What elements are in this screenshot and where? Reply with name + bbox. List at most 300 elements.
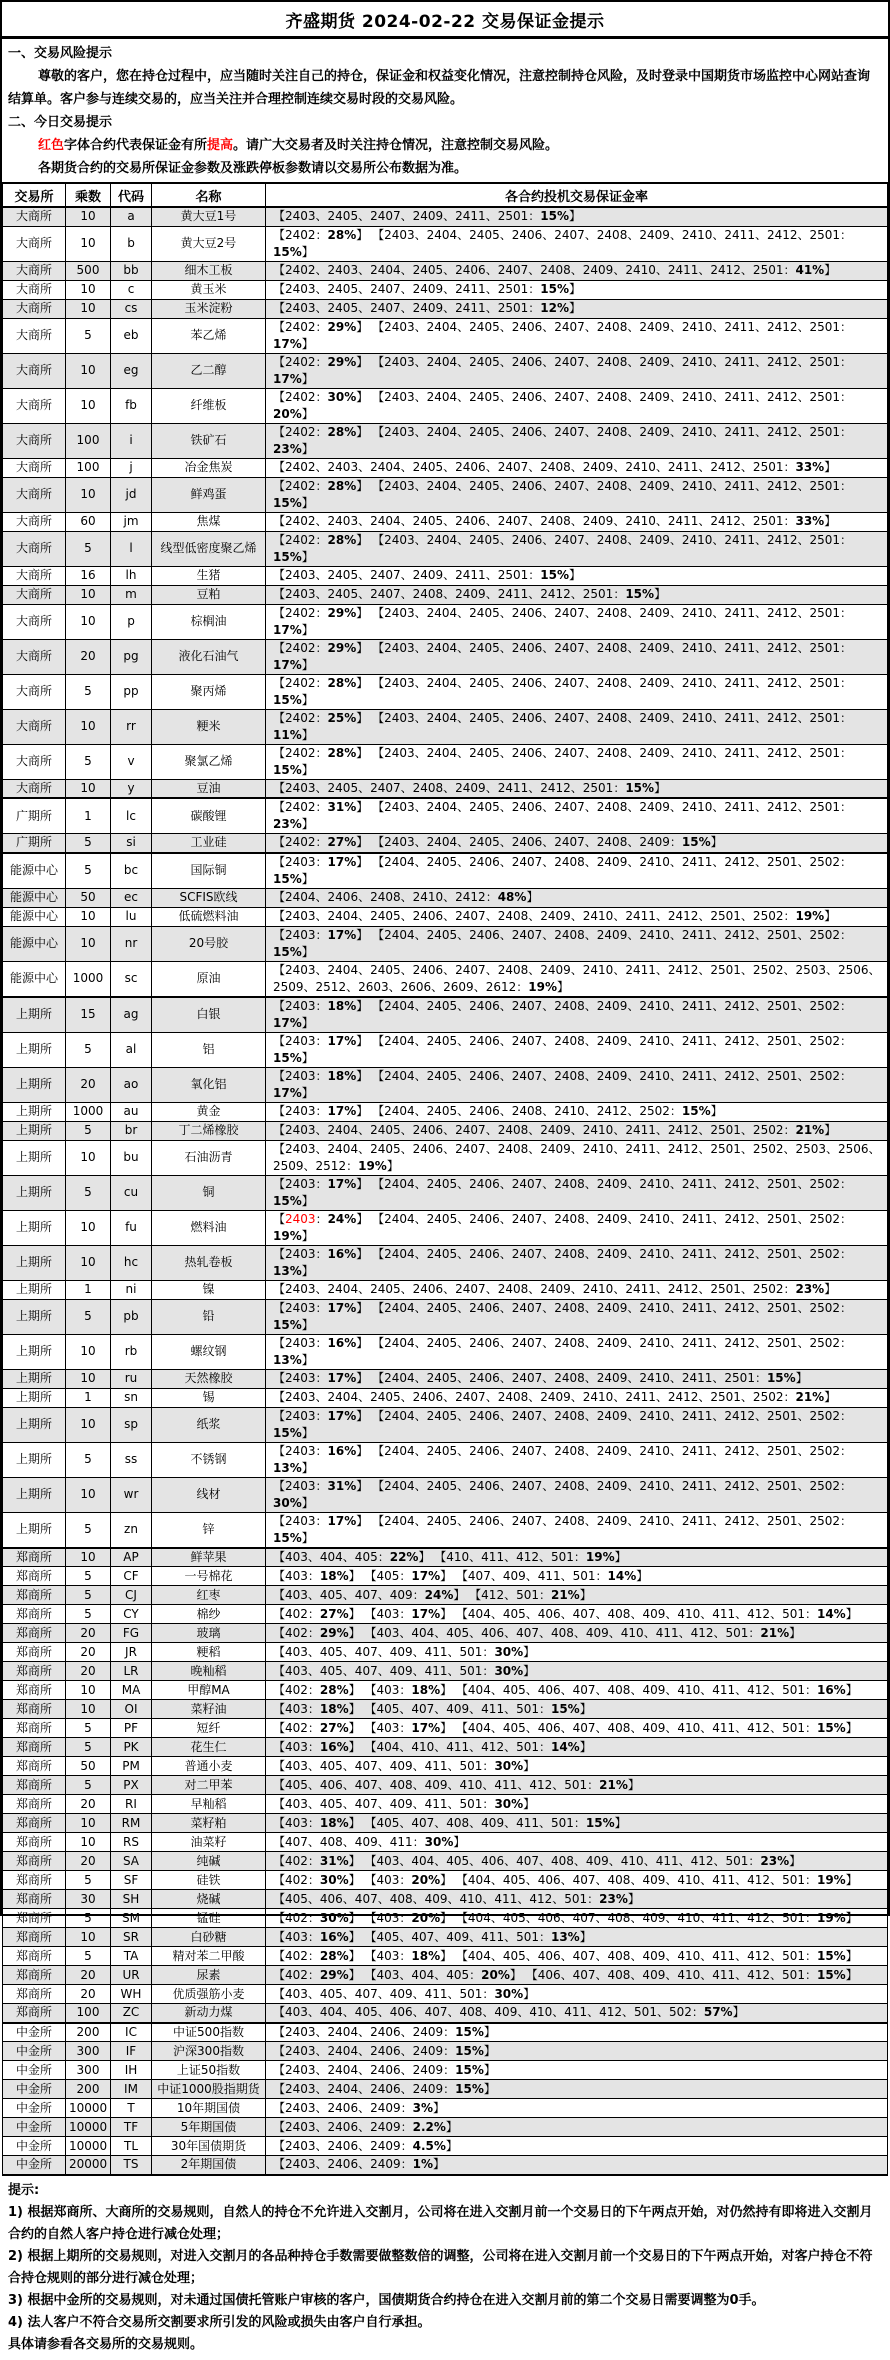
cell-margin-rates: 【2402：29%】 【2403、2404、2405、2406、2407、2408、2409、2410、2411、2412、2501：17%】 (266, 318, 888, 353)
cell-code: AP (111, 1548, 152, 1567)
cell-name: 鲜苹果 (152, 1548, 266, 1567)
table-header-row (3, 183, 888, 207)
cell-name: 工业硅 (152, 834, 266, 853)
cell-code: pb (111, 1299, 152, 1334)
cell-margin-rates: 【2403、2404、2405、2406、2407、2408、2409、2410、2411、2412、2501、2502、2503、2506、2509、2512：19%】 (266, 1140, 888, 1175)
table-row (3, 1681, 888, 1700)
cell-name: 油菜籽 (152, 1833, 266, 1852)
cell-exchange: 郑商所 (3, 1662, 66, 1681)
cell-multiplier: 30 (66, 1890, 111, 1909)
cell-multiplier: 1 (66, 798, 111, 834)
table-row (3, 1067, 888, 1102)
cell-multiplier: 1 (66, 1388, 111, 1407)
cell-code: IF (111, 2042, 152, 2061)
table-row (3, 512, 888, 531)
table-row (3, 1928, 888, 1947)
cell-name: 线型低密度聚乙烯 (152, 531, 266, 566)
cell-margin-rates: 【2403：17%】 【2404、2405、2406、2408、2410、2412、2502：15%】 (266, 1102, 888, 1121)
margin-table-body (3, 207, 888, 2175)
cell-exchange: 郑商所 (3, 1700, 66, 1719)
cell-name: 纤维板 (152, 388, 266, 423)
cell-margin-rates: 【2403：18%】 【2404、2405、2406、2407、2408、2409、2410、2411、2412、2501、2502：17%】 (266, 1067, 888, 1102)
notes-section (2, 2176, 888, 2360)
cell-multiplier: 10 (66, 1700, 111, 1719)
cell-code: UR (111, 1966, 152, 1985)
today-highlight-line (8, 134, 882, 157)
cell-margin-rates: 【2402：30%】 【2403、2404、2405、2406、2407、2408、2409、2410、2411、2412、2501：20%】 (266, 388, 888, 423)
cell-multiplier: 10 (66, 353, 111, 388)
cell-exchange: 上期所 (3, 1245, 66, 1280)
cell-multiplier: 10 (66, 1681, 111, 1700)
cell-name: 乙二醇 (152, 353, 266, 388)
table-row (3, 1700, 888, 1719)
cell-multiplier: 10 (66, 388, 111, 423)
note-item: 4) 法人客户不符合交易所交割要求所引发的风险或损失由客户自行承担。 (8, 2314, 431, 2330)
table-row (3, 744, 888, 779)
note-item: 1) 根据郑商所、大商所的交易规则，自然人的持仓不允许进入交割月，公司将在进入交割月前一个交易日的下午两点开始，对仍然持有即将进入交割月合约的自然人客户持仓进行减仓处理； (8, 2204, 873, 2242)
table-row (3, 458, 888, 477)
cell-multiplier: 10 (66, 1210, 111, 1245)
cell-code: JR (111, 1643, 152, 1662)
cell-margin-rates: 【2402：28%】 【2403、2404、2405、2406、2407、2408、2409、2410、2411、2412、2501：15%】 (266, 531, 888, 566)
cell-exchange: 大商所 (3, 639, 66, 674)
cell-exchange: 上期所 (3, 1140, 66, 1175)
cell-code: au (111, 1102, 152, 1121)
cell-margin-rates: 【2402：29%】 【2403、2404、2405、2406、2407、2408、2409、2410、2411、2412、2501：17%】 (266, 353, 888, 388)
cell-name: 菜籽粕 (152, 1814, 266, 1833)
cell-exchange: 郑商所 (3, 1738, 66, 1757)
cell-name: 玉米淀粉 (152, 299, 266, 318)
cell-multiplier: 10 (66, 1814, 111, 1833)
cell-exchange: 大商所 (3, 280, 66, 299)
cell-margin-rates: 【403：16%】 【405、407、409、411、501：13%】 (266, 1928, 888, 1947)
cell-exchange: 中金所 (3, 2023, 66, 2042)
cell-multiplier: 10 (66, 226, 111, 261)
cell-name: 焦煤 (152, 512, 266, 531)
cell-margin-rates: 【2403、2405、2407、2408、2409、2411、2412、2501：15%】 (266, 779, 888, 798)
table-row (3, 353, 888, 388)
cell-name: 镍 (152, 1280, 266, 1299)
cell-name: 纯碱 (152, 1852, 266, 1871)
cell-multiplier: 10000 (66, 2099, 111, 2118)
cell-name: 花生仁 (152, 1738, 266, 1757)
cell-multiplier: 5 (66, 1909, 111, 1928)
cell-exchange: 上期所 (3, 1102, 66, 1121)
table-row (3, 2156, 888, 2175)
table-row (3, 226, 888, 261)
cell-margin-rates: 【2403、2404、2405、2406、2407、2408、2409、2410、2411、2412、2501、2502：21%】 (266, 1388, 888, 1407)
column-header-multiplier: 乘数 (66, 183, 111, 207)
table-row (3, 1548, 888, 1567)
cell-name: 黄大豆1号 (152, 207, 266, 226)
table-row (3, 1833, 888, 1852)
table-row (3, 1334, 888, 1369)
cell-code: SR (111, 1928, 152, 1947)
cell-exchange: 广期所 (3, 834, 66, 853)
cell-margin-rates: 【2403：17%】 【2404、2405、2406、2407、2408、2409、2410、2411、2412、2501、2502：15%】 (266, 1175, 888, 1210)
cell-exchange: 能源中心 (3, 961, 66, 997)
cell-name: 普通小麦 (152, 1757, 266, 1776)
table-row (3, 207, 888, 226)
cell-code: LR (111, 1662, 152, 1681)
cell-exchange: 中金所 (3, 2156, 66, 2175)
table-row (3, 1567, 888, 1586)
cell-code: ag (111, 997, 152, 1033)
cell-exchange: 能源中心 (3, 926, 66, 961)
cell-code: TA (111, 1947, 152, 1966)
table-row (3, 1121, 888, 1140)
table-row (3, 2004, 888, 2023)
cell-exchange: 郑商所 (3, 1567, 66, 1586)
cell-name: 铜 (152, 1175, 266, 1210)
table-row (3, 1175, 888, 1210)
cell-multiplier: 5 (66, 853, 111, 889)
cell-name: 线材 (152, 1477, 266, 1512)
table-row (3, 1388, 888, 1407)
cell-name: 不锈钢 (152, 1442, 266, 1477)
cell-multiplier: 10 (66, 280, 111, 299)
table-row (3, 280, 888, 299)
cell-multiplier: 50 (66, 888, 111, 907)
table-row (3, 1890, 888, 1909)
cell-exchange: 郑商所 (3, 1947, 66, 1966)
cell-margin-rates: 【405、406、407、408、409、410、411、412、501：23%】 (266, 1890, 888, 1909)
margin-table (2, 182, 888, 2176)
cell-code: IC (111, 2023, 152, 2042)
cell-margin-rates: 【2403、2406、2409：4.5%】 (266, 2137, 888, 2156)
cell-margin-rates: 【2403：24%】 【2404、2405、2406、2407、2408、2409、2410、2411、2412、2501、2502：19%】 (266, 1210, 888, 1245)
cell-margin-rates: 【2403：17%】 【2404、2405、2406、2407、2408、2409、2410、2411、2412、2501、2502：15%】 (266, 1407, 888, 1442)
cell-name: 一号棉花 (152, 1567, 266, 1586)
cell-margin-rates: 【403、405、407、409：24%】 【412、501：21%】 (266, 1586, 888, 1605)
cell-exchange: 中金所 (3, 2099, 66, 2118)
cell-exchange: 郑商所 (3, 1833, 66, 1852)
cell-margin-rates: 【403、405、407、409、411、501：30%】 (266, 1795, 888, 1814)
table-row (3, 853, 888, 889)
cell-name: 聚丙烯 (152, 674, 266, 709)
cell-name: 早籼稻 (152, 1795, 266, 1814)
cell-exchange: 郑商所 (3, 1643, 66, 1662)
cell-exchange: 大商所 (3, 566, 66, 585)
cell-multiplier: 20 (66, 1795, 111, 1814)
cell-code: jd (111, 477, 152, 512)
cell-exchange: 郑商所 (3, 1548, 66, 1567)
cell-exchange: 大商所 (3, 388, 66, 423)
cell-code: cu (111, 1175, 152, 1210)
table-row (3, 1299, 888, 1334)
cell-margin-rates: 【2403、2404、2405、2406、2407、2408、2409、2410、2411、2412、2501、2502：19%】 (266, 907, 888, 926)
cell-name: 鲜鸡蛋 (152, 477, 266, 512)
cell-code: IM (111, 2080, 152, 2099)
cell-multiplier: 10 (66, 1369, 111, 1388)
cell-multiplier: 5 (66, 1719, 111, 1738)
table-row (3, 1442, 888, 1477)
cell-exchange: 上期所 (3, 1032, 66, 1067)
cell-margin-rates: 【2403：16%】 【2404、2405、2406、2407、2408、2409、2410、2411、2412、2501、2502：13%】 (266, 1245, 888, 1280)
cell-name: 甲醇MA (152, 1681, 266, 1700)
cell-name: 中证500指数 (152, 2023, 266, 2042)
cell-code: TF (111, 2118, 152, 2137)
table-row (3, 299, 888, 318)
table-row (3, 1032, 888, 1067)
table-row (3, 1852, 888, 1871)
cell-exchange: 中金所 (3, 2042, 66, 2061)
cell-multiplier: 5 (66, 674, 111, 709)
cell-name: 螺纹钢 (152, 1334, 266, 1369)
cell-multiplier: 20 (66, 1985, 111, 2004)
cell-exchange: 中金所 (3, 2137, 66, 2156)
table-row (3, 423, 888, 458)
cell-code: al (111, 1032, 152, 1067)
cell-margin-rates: 【2403、2405、2407、2409、2411、2501：12%】 (266, 299, 888, 318)
cell-multiplier: 5 (66, 1512, 111, 1548)
cell-code: MA (111, 1681, 152, 1700)
cell-margin-rates: 【2403：18%】 【2404、2405、2406、2407、2408、2409、2410、2411、2412、2501、2502：17%】 (266, 997, 888, 1033)
cell-code: SF (111, 1871, 152, 1890)
cell-name: 细木工板 (152, 261, 266, 280)
cell-margin-rates: 【2403、2404、2406、2409：15%】 (266, 2042, 888, 2061)
cell-name: 精对苯二甲酸 (152, 1947, 266, 1966)
cell-multiplier: 5 (66, 1605, 111, 1624)
cell-exchange: 大商所 (3, 674, 66, 709)
cell-multiplier: 5 (66, 318, 111, 353)
cell-name: 10年期国债 (152, 2099, 266, 2118)
cell-exchange: 大商所 (3, 512, 66, 531)
cell-multiplier: 20 (66, 1624, 111, 1643)
cell-margin-rates: 【402：31%】 【403、404、405、406、407、408、409、410、411、412、501：23%】 (266, 1852, 888, 1871)
cell-exchange: 大商所 (3, 423, 66, 458)
cell-code: ss (111, 1442, 152, 1477)
table-row (3, 926, 888, 961)
table-row (3, 907, 888, 926)
cell-margin-rates: 【2402：28%】 【2403、2404、2405、2406、2407、2408、2409、2410、2411、2412、2501：15%】 (266, 226, 888, 261)
highlight-text: 。请广大交易者及时关注持仓情况，注意控制交易风险。 (233, 138, 559, 153)
cell-margin-rates: 【402：29%】 【403、404、405、406、407、408、409、410、411、412、501：21%】 (266, 1624, 888, 1643)
table-row (3, 2061, 888, 2080)
cell-margin-rates: 【2403：16%】 【2404、2405、2406、2407、2408、2409、2410、2411、2412、2501、2502：13%】 (266, 1334, 888, 1369)
cell-exchange: 大商所 (3, 299, 66, 318)
cell-code: PF (111, 1719, 152, 1738)
cell-code: CF (111, 1567, 152, 1586)
cell-name: 菜籽油 (152, 1700, 266, 1719)
risk-section-body: 尊敬的客户，您在持仓过程中，应当随时关注自己的持仓，保证金和权益变化情况，注意控制持仓风险，及时登录中国期货市场监控中心网站查询结算单。客户参与连续交易的，应当关注并合理控制连续交易时段的交易风险。 (8, 69, 871, 107)
cell-exchange: 广期所 (3, 798, 66, 834)
cell-multiplier: 20 (66, 1662, 111, 1681)
cell-multiplier: 10 (66, 207, 111, 226)
table-row (3, 2118, 888, 2137)
cell-multiplier: 10 (66, 709, 111, 744)
cell-name: 中证1000股指期货 (152, 2080, 266, 2099)
cell-code: IH (111, 2061, 152, 2080)
cell-name: 粳稻 (152, 1643, 266, 1662)
cell-margin-rates: 【2402：31%】 【2403、2404、2405、2406、2407、2408、2409、2410、2411、2412、2501：23%】 (266, 798, 888, 834)
cell-code: ao (111, 1067, 152, 1102)
table-row (3, 1643, 888, 1662)
cell-code: PK (111, 1738, 152, 1757)
cell-multiplier: 1000 (66, 961, 111, 997)
cell-code: SA (111, 1852, 152, 1871)
cell-multiplier: 5 (66, 1299, 111, 1334)
cell-exchange: 郑商所 (3, 1605, 66, 1624)
cell-exchange: 郑商所 (3, 1871, 66, 1890)
cell-name: 石油沥青 (152, 1140, 266, 1175)
cell-multiplier: 100 (66, 423, 111, 458)
cell-margin-rates: 【402：29%】 【403、404、405：20%】 【406、407、408、409、410、411、412、501：15%】 (266, 1966, 888, 1985)
cell-name: SCFIS欧线 (152, 888, 266, 907)
cell-margin-rates: 【2402、2403、2404、2405、2406、2407、2408、2409、2410、2411、2412、2501：41%】 (266, 261, 888, 280)
cell-margin-rates: 【2402、2403、2404、2405、2406、2407、2408、2409、2410、2411、2412、2501：33%】 (266, 512, 888, 531)
cell-margin-rates: 【2403、2404、2405、2406、2407、2408、2409、2410、2411、2412、2501、2502：23%】 (266, 1280, 888, 1299)
cell-margin-rates: 【2403：17%】 【2404、2405、2406、2407、2408、2409、2410、2411、2412、2501、2502：15%】 (266, 1299, 888, 1334)
cell-margin-rates: 【405、406、407、408、409、410、411、412、501：21%】 (266, 1776, 888, 1795)
notes-heading: 提示: (8, 2182, 40, 2198)
table-row (3, 1210, 888, 1245)
cell-margin-rates: 【403：18%】 【405、407、408、409、411、501：15%】 (266, 1814, 888, 1833)
cell-margin-rates: 【2403、2406、2409：3%】 (266, 2099, 888, 2118)
cell-code: CJ (111, 1586, 152, 1605)
cell-name: 棕榈油 (152, 604, 266, 639)
table-row (3, 566, 888, 585)
cell-code: ni (111, 1280, 152, 1299)
cell-code: WH (111, 1985, 152, 2004)
cell-name: 30年国债期货 (152, 2137, 266, 2156)
cell-margin-rates: 【2402：28%】 【2403、2404、2405、2406、2407、2408、2409、2410、2411、2412、2501：23%】 (266, 423, 888, 458)
cell-multiplier: 5 (66, 1032, 111, 1067)
cell-code: y (111, 779, 152, 798)
cell-margin-rates: 【402：27%】 【403：17%】 【404、405、406、407、408、409、410、411、412、501：15%】 (266, 1719, 888, 1738)
cell-code: TL (111, 2137, 152, 2156)
table-row (3, 1985, 888, 2004)
cell-name: 硅铁 (152, 1871, 266, 1890)
table-row (3, 2137, 888, 2156)
cell-name: 白银 (152, 997, 266, 1033)
cell-code: RS (111, 1833, 152, 1852)
table-row (3, 1477, 888, 1512)
cell-margin-rates: 【2402：27%】 【2403、2404、2405、2406、2407、2408、2409：15%】 (266, 834, 888, 853)
cell-margin-rates: 【403、405、407、409、411、501：30%】 (266, 1643, 888, 1662)
cell-multiplier: 20 (66, 1852, 111, 1871)
table-row (3, 1776, 888, 1795)
cell-exchange: 郑商所 (3, 1719, 66, 1738)
column-header-margin-rates: 各合约投机交易保证金率 (266, 183, 888, 207)
table-row (3, 1719, 888, 1738)
cell-name: 烧碱 (152, 1890, 266, 1909)
cell-code: T (111, 2099, 152, 2118)
cell-name: 2年期国债 (152, 2156, 266, 2175)
cell-exchange: 大商所 (3, 585, 66, 604)
cell-margin-rates: 【2402、2403、2404、2405、2406、2407、2408、2409、2410、2411、2412、2501：33%】 (266, 458, 888, 477)
table-row (3, 1512, 888, 1548)
cell-exchange: 中金所 (3, 2118, 66, 2137)
cell-exchange: 中金所 (3, 2080, 66, 2099)
cell-margin-rates: 【2403：17%】 【2404、2405、2406、2407、2408、2409、2410、2411、2501：15%】 (266, 1369, 888, 1388)
cell-multiplier: 10 (66, 907, 111, 926)
cell-margin-rates: 【2402：28%】 【2403、2404、2405、2406、2407、2408、2409、2410、2411、2412、2501：15%】 (266, 477, 888, 512)
cell-multiplier: 200 (66, 2080, 111, 2099)
cell-exchange: 大商所 (3, 709, 66, 744)
table-row (3, 2023, 888, 2042)
table-row (3, 477, 888, 512)
cell-margin-rates: 【2403：17%】 【2404、2405、2406、2407、2408、2409、2410、2411、2412、2501、2502：15%】 (266, 1032, 888, 1067)
cell-multiplier: 100 (66, 458, 111, 477)
cell-multiplier: 50 (66, 1757, 111, 1776)
cell-code: fb (111, 388, 152, 423)
cell-name: 生猪 (152, 566, 266, 585)
table-row (3, 798, 888, 834)
cell-code: fu (111, 1210, 152, 1245)
cell-multiplier: 10000 (66, 2118, 111, 2137)
highlight-text: 字体合约代表保证金有所 (64, 138, 208, 153)
cell-name: 低硫燃料油 (152, 907, 266, 926)
cell-margin-rates: 【403：18%】 【405、407、409、411、501：15%】 (266, 1700, 888, 1719)
cell-multiplier: 5 (66, 1175, 111, 1210)
cell-margin-rates: 【2402：29%】 【2403、2404、2405、2406、2407、2408、2409、2410、2411、2412、2501：17%】 (266, 604, 888, 639)
cell-code: PM (111, 1757, 152, 1776)
cell-multiplier: 20000 (66, 2156, 111, 2175)
cell-name: 粳米 (152, 709, 266, 744)
table-row (3, 1909, 888, 1928)
cell-margin-rates: 【403、404、405、406、407、408、409、410、411、412、501、502：57%】 (266, 2004, 888, 2023)
cell-margin-rates: 【402：28%】 【403：18%】 【404、405、406、407、408、409、410、411、412、501：16%】 (266, 1681, 888, 1700)
cell-multiplier: 100 (66, 2004, 111, 2023)
cell-multiplier: 10000 (66, 2137, 111, 2156)
cell-exchange: 郑商所 (3, 1985, 66, 2004)
cell-name: 氧化铝 (152, 1067, 266, 1102)
cell-code: RI (111, 1795, 152, 1814)
column-header-name: 名称 (152, 183, 266, 207)
cell-exchange: 大商所 (3, 744, 66, 779)
cell-multiplier: 10 (66, 1407, 111, 1442)
cell-margin-rates: 【2403：17%】 【2404、2405、2406、2407、2408、2409、2410、2411、2412、2501、2502：15%】 (266, 926, 888, 961)
table-row (3, 585, 888, 604)
cell-multiplier: 5 (66, 1121, 111, 1140)
cell-exchange: 郑商所 (3, 1757, 66, 1776)
table-row (3, 639, 888, 674)
cell-multiplier: 20 (66, 1643, 111, 1662)
cell-multiplier: 300 (66, 2061, 111, 2080)
cell-margin-rates: 【2402：28%】 【2403、2404、2405、2406、2407、2408、2409、2410、2411、2412、2501：15%】 (266, 744, 888, 779)
cell-code: FG (111, 1624, 152, 1643)
cell-code: bu (111, 1140, 152, 1175)
cell-code: sc (111, 961, 152, 997)
cell-name: 锌 (152, 1512, 266, 1548)
cell-exchange: 上期所 (3, 1407, 66, 1442)
cell-multiplier: 16 (66, 566, 111, 585)
cell-name: 燃料油 (152, 1210, 266, 1245)
table-row (3, 834, 888, 853)
cell-code: bb (111, 261, 152, 280)
cell-exchange: 大商所 (3, 604, 66, 639)
cell-name: 尿素 (152, 1966, 266, 1985)
cell-code: ec (111, 888, 152, 907)
cell-code: br (111, 1121, 152, 1140)
table-row (3, 961, 888, 997)
cell-name: 白砂糖 (152, 1928, 266, 1947)
cell-code: ZC (111, 2004, 152, 2023)
cell-multiplier: 5 (66, 1738, 111, 1757)
cell-name: 红枣 (152, 1586, 266, 1605)
cell-multiplier: 5 (66, 1947, 111, 1966)
table-row (3, 709, 888, 744)
cell-margin-rates: 【402：30%】 【403：20%】 【404、405、406、407、408、409、410、411、412、501：19%】 (266, 1909, 888, 1928)
cell-name: 豆粕 (152, 585, 266, 604)
cell-code: eg (111, 353, 152, 388)
cell-name: 聚氯乙烯 (152, 744, 266, 779)
cell-code: PX (111, 1776, 152, 1795)
cell-multiplier: 500 (66, 261, 111, 280)
cell-code: SM (111, 1909, 152, 1928)
cell-multiplier: 10 (66, 926, 111, 961)
